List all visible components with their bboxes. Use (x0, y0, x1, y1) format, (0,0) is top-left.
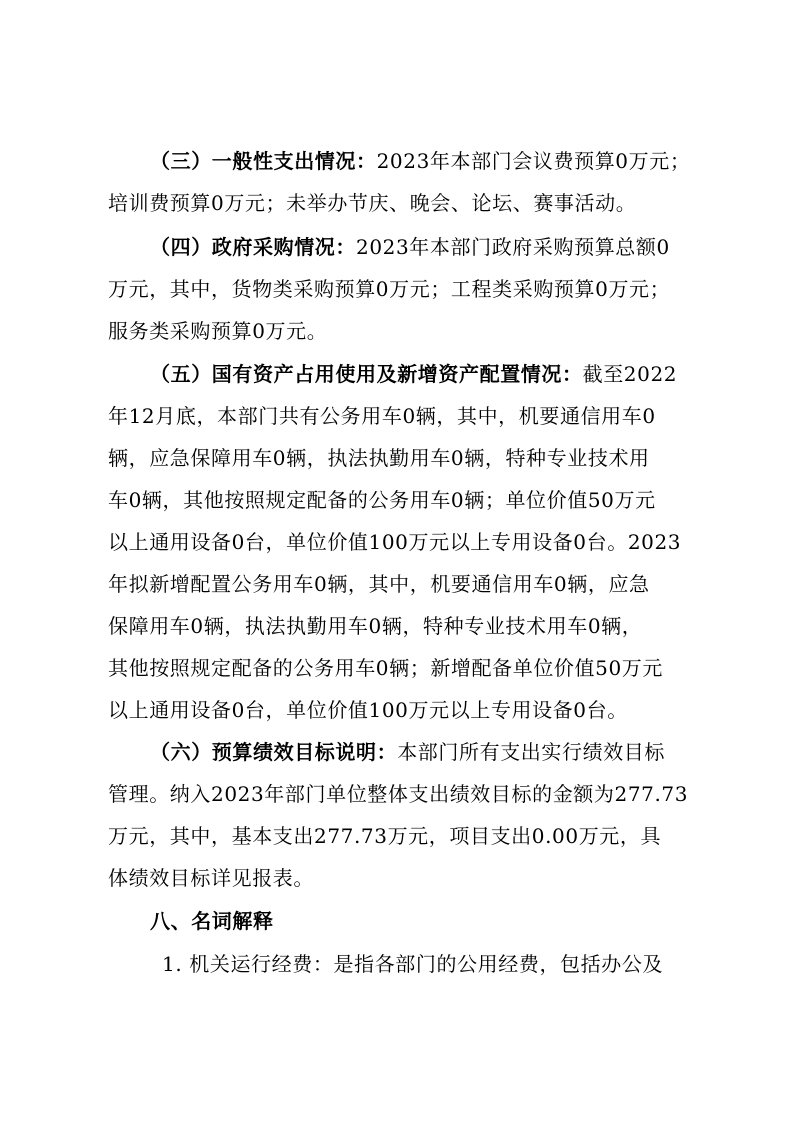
section5-line6: 年拟新增配置公务用车0辆，其中，机要通信用车0辆，应急 (108, 572, 650, 596)
section5-line8: 其他按照规定配备的公务用车0辆；新增配备单位价值50万元 (108, 656, 663, 680)
section5-line2: 年12月底，本部门共有公务用车0辆，其中，机要通信用车0 (108, 404, 656, 428)
section4-title: （四）政府采购情况： (150, 235, 356, 259)
section4-line2: 万元，其中，货物类采购预算0万元；工程类采购预算0万元； (108, 277, 671, 301)
section3-line2: 培训费预算0万元；未举办节庆、晚会、论坛、赛事活动。 (108, 191, 637, 215)
section6-line4: 体绩效目标详见报表。 (108, 866, 314, 890)
section5-line9: 以上通用设备0台，单位价值100万元以上专用设备0台。 (108, 698, 628, 722)
section8-item1: 1. 机关运行经费：是指各部门的公用经费，包括办公及 (162, 952, 664, 976)
section5-text1: 截至2022 (582, 362, 678, 386)
section5-line5: 以上通用设备0台，单位价值100万元以上专用设备0台。2023 (108, 530, 682, 554)
section6-title: （六）预算绩效目标说明： (150, 740, 398, 764)
section5-line1 (150, 353, 730, 395)
section4-line3: 服务类采购预算0万元。 (108, 319, 328, 343)
section5-title: （五）国有资产占用使用及新增资产配置情况： (150, 362, 583, 386)
section3-title: （三）一般性支出情况： (150, 149, 377, 173)
section6-line3: 万元，其中，基本支出277.73万元，项目支出0.00万元，具 (108, 824, 662, 848)
section6-line1 (150, 731, 730, 773)
section5-line7: 保障用车0辆，执法执勤用车0辆，特种专业技术用车0辆， (108, 614, 643, 638)
section3-text1: 2023年本部门会议费预算0万元； (376, 149, 691, 173)
section6-line2: 管理。纳入2023年部门单位整体支出绩效目标的金额为277.73 (108, 782, 689, 806)
section4-line1 (150, 226, 730, 268)
section5-line3: 辆，应急保障用车0辆，执法执勤用车0辆，特种专业技术用 (108, 446, 650, 470)
section8-heading: 八、名词解释 (150, 909, 274, 933)
section5-line4: 车0辆，其他按照规定配备的公务用车0辆；单位价值50万元 (108, 488, 656, 512)
section3-line1 (150, 140, 730, 182)
section6-text1: 本部门所有支出实行绩效目标 (397, 740, 666, 764)
section4-text1: 2023年本部门政府采购预算总额0 (356, 235, 670, 259)
